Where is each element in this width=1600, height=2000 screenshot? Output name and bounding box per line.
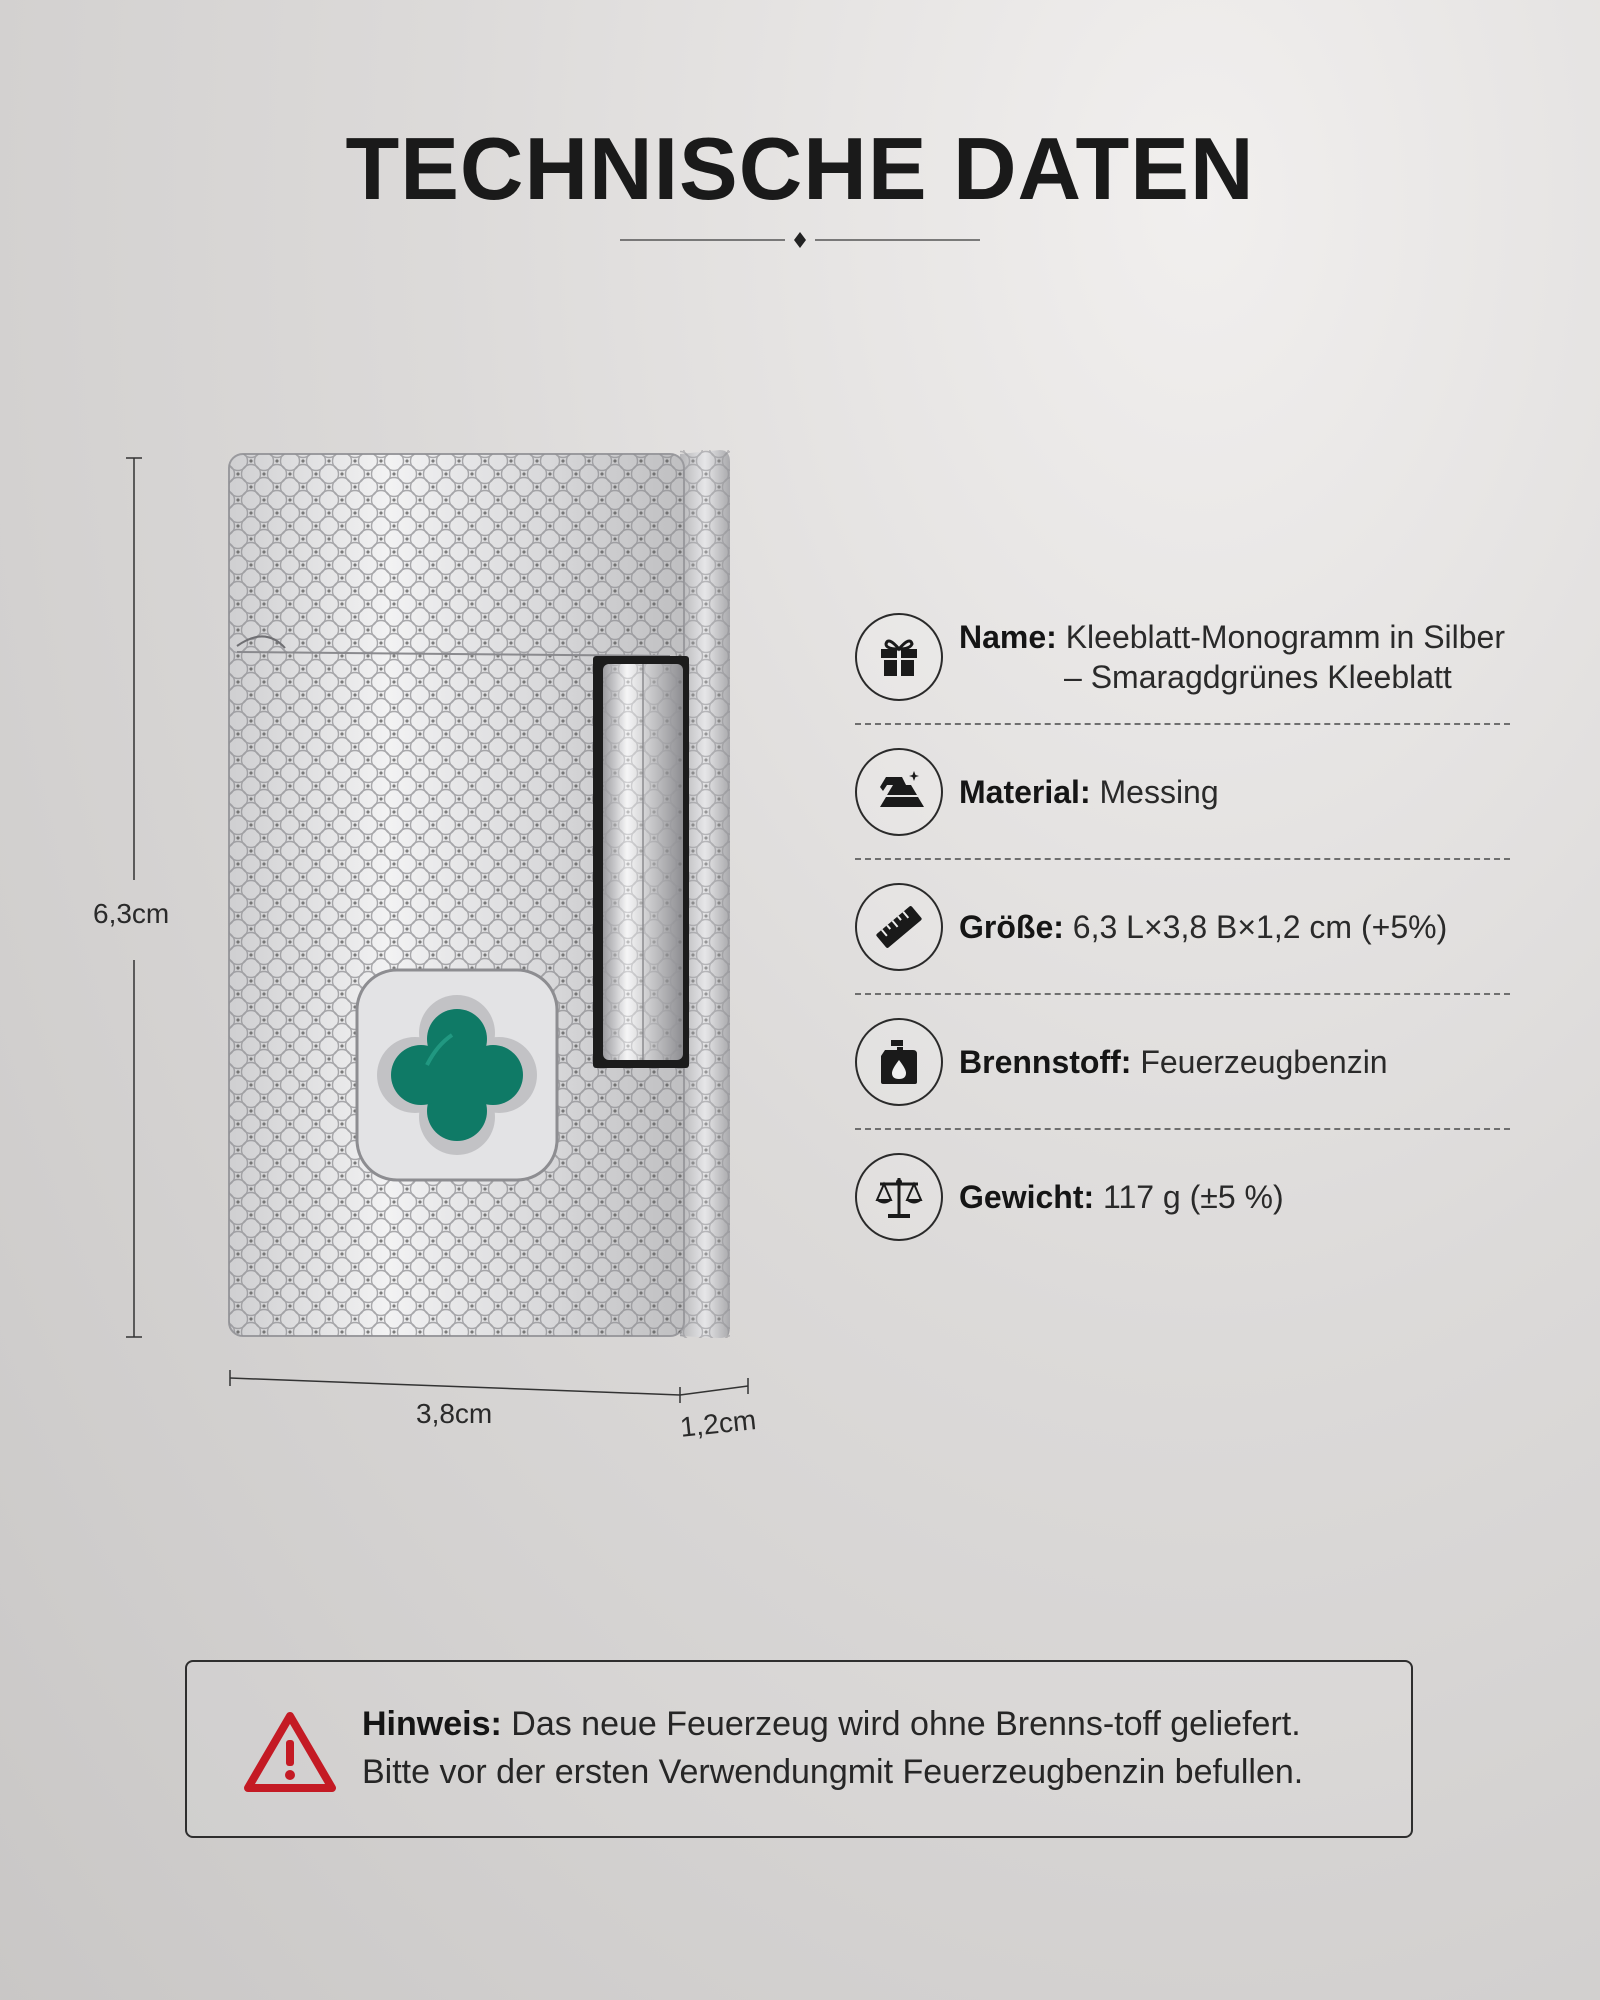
title-divider (620, 230, 980, 250)
spec-text-name (959, 617, 1505, 697)
gold-bars-icon (855, 748, 943, 836)
page-title: TECHNISCHE DATEN (345, 119, 1255, 218)
spec-value-line2: – Smaragdgrünes Kleeblatt (1064, 658, 1452, 695)
spec-label: Name: (959, 618, 1057, 655)
width-dimension-label: 3,8cm (416, 1398, 493, 1429)
notice-line1: Das neue Feuerzeug wird ohne Brenns-toff geliefert. (511, 1705, 1301, 1743)
gift-icon (855, 613, 943, 701)
spec-text-fuel (959, 1042, 1388, 1082)
spec-label: Brennstoff: (959, 1043, 1132, 1080)
warning-icon (243, 1710, 337, 1794)
notice-line2: Bitte vor der ersten Verwendungmit Feuerzeugbenzin befullen. (362, 1753, 1304, 1791)
ruler-icon (855, 883, 943, 971)
spec-text-size (959, 907, 1447, 947)
spec-row-weight (855, 1130, 1510, 1263)
spec-label: Größe: (959, 908, 1064, 945)
spec-row-material (855, 725, 1510, 860)
spec-label: Material: (959, 773, 1091, 810)
spec-row-name (855, 590, 1510, 725)
spec-value: 6,3 L×3,8 B×1,2 cm (+5%) (1072, 908, 1448, 945)
scale-icon (855, 1153, 943, 1241)
spec-row-size (855, 860, 1510, 995)
spec-text-weight (959, 1177, 1284, 1217)
fuel-can-icon (855, 1018, 943, 1106)
depth-dimension-label: 1,2cm (678, 1404, 758, 1443)
spec-value: Feuerzeugbenzin (1140, 1043, 1388, 1080)
notice-box (185, 1660, 1413, 1838)
notice-label: Hinweis: (362, 1705, 502, 1743)
notice-text (362, 1700, 1303, 1796)
spec-row-fuel (855, 995, 1510, 1130)
spec-value: Messing (1099, 773, 1219, 810)
lighter-image (225, 448, 755, 1348)
spec-text-material (959, 772, 1219, 812)
spec-value: 117 g (±5 %) (1103, 1178, 1284, 1215)
spec-value: Kleeblatt-Monogramm in Silber (1065, 618, 1505, 655)
height-dimension-label: 6,3cm (93, 898, 170, 929)
spec-list (855, 590, 1510, 1263)
spec-label: Gewicht: (959, 1178, 1095, 1215)
